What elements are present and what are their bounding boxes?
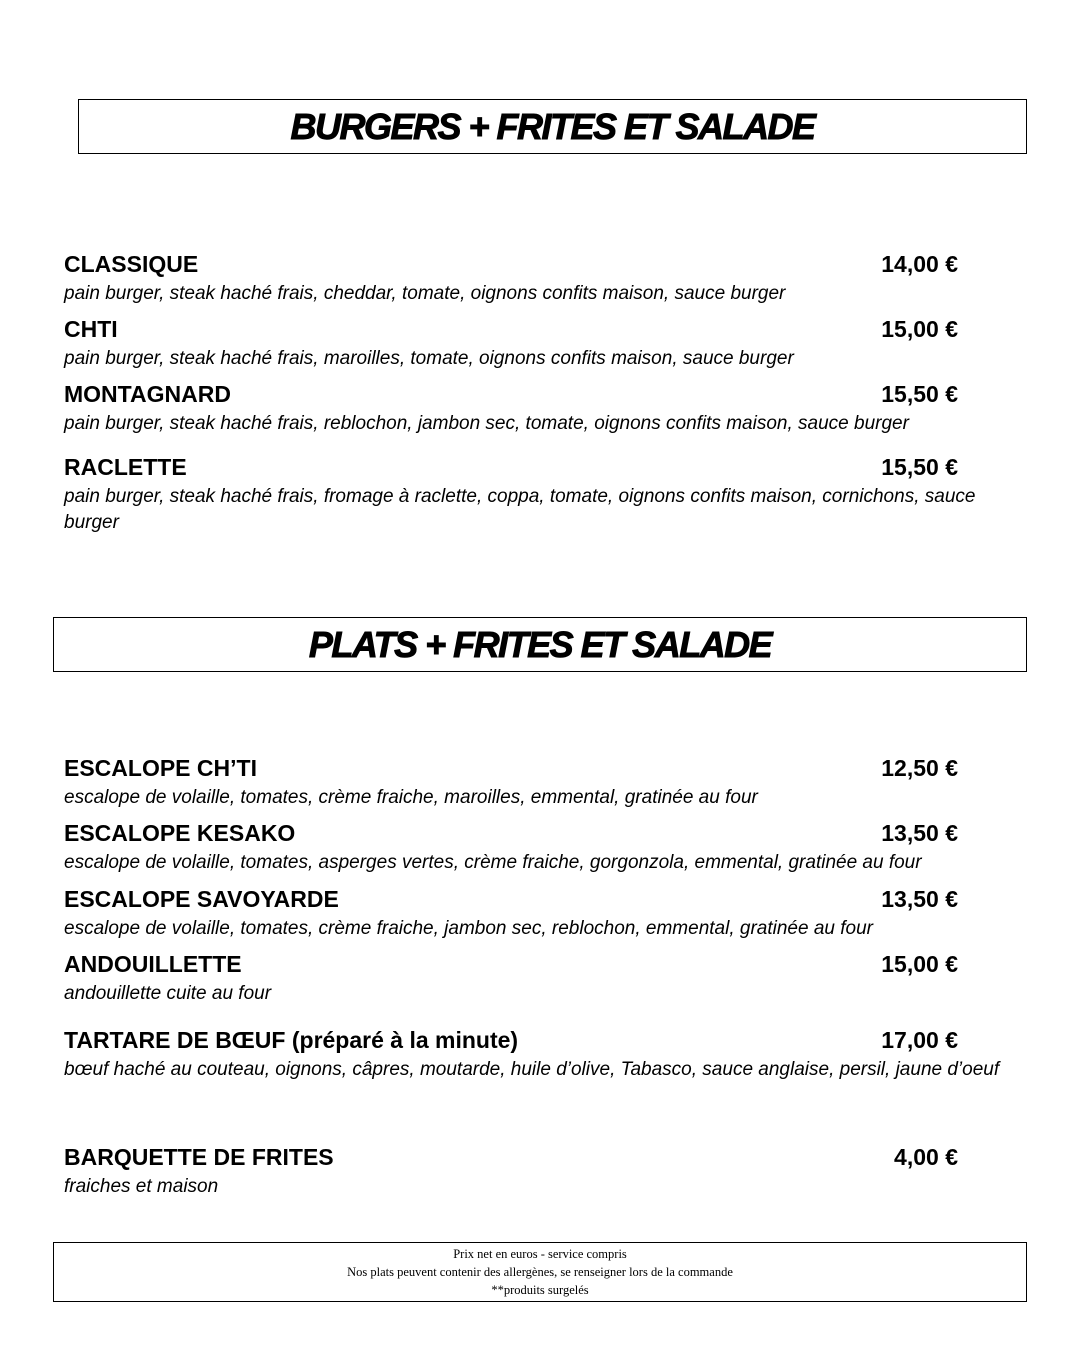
item-description: bœuf haché au couteau, oignons, câpres, moutarde, huile d’olive, Tabasco, sauce anglaise, persil, jaune d’oeuf xyxy=(64,1059,1000,1080)
menu-item xyxy=(64,884,1004,942)
footer-line-frozen: **produits surgelés xyxy=(491,1283,589,1297)
item-price: 14,00 € xyxy=(881,251,958,277)
item-price: 15,50 € xyxy=(881,381,958,407)
item-description: pain burger, steak haché frais, fromage à raclette, coppa, tomate, oignons confits maison, cornichons, sauce burger xyxy=(64,486,976,533)
item-price: 13,50 € xyxy=(881,820,958,846)
menu-item xyxy=(64,1142,1004,1200)
section-title: PLATS + FRITES ET SALADE xyxy=(308,623,772,665)
menu-item xyxy=(64,249,1004,307)
item-price: 13,50 € xyxy=(881,886,958,912)
item-name: BARQUETTE DE FRITES xyxy=(64,1144,334,1170)
item-price: 4,00 € xyxy=(894,1144,958,1170)
section-header-burgers xyxy=(78,99,1027,154)
item-description: pain burger, steak haché frais, reblochon, jambon sec, tomate, oignons confits maison, sauce burger xyxy=(64,413,909,434)
footer-notice xyxy=(53,1242,1027,1302)
item-name: CLASSIQUE xyxy=(64,251,199,277)
item-name: CHTI xyxy=(64,316,118,342)
section-header-plats xyxy=(53,617,1027,672)
menu-item xyxy=(64,949,1004,1007)
item-name: RACLETTE xyxy=(64,454,187,480)
item-description: andouillette cuite au four xyxy=(64,983,272,1004)
item-name: MONTAGNARD xyxy=(64,381,231,407)
item-name: ESCALOPE SAVOYARDE xyxy=(64,886,339,912)
item-description: escalope de volaille, tomates, asperges vertes, crème fraiche, gorgonzola, emmental, gratinée au four xyxy=(64,852,922,873)
menu-item xyxy=(64,452,1004,536)
item-name: ANDOUILLETTE xyxy=(64,951,242,977)
item-price: 17,00 € xyxy=(881,1027,958,1053)
item-description: pain burger, steak haché frais, maroilles, tomate, oignons confits maison, sauce burger xyxy=(64,348,794,369)
menu-item xyxy=(64,379,1004,437)
menu-item xyxy=(64,818,1004,876)
item-name: ESCALOPE KESAKO xyxy=(64,820,296,846)
footer-line-allergens: Nos plats peuvent contenir des allergènes, se renseigner lors de la commande xyxy=(347,1265,733,1279)
item-price: 15,00 € xyxy=(881,951,958,977)
item-name: TARTARE DE BŒUF (préparé à la minute) xyxy=(64,1027,519,1053)
menu-item xyxy=(64,314,1004,372)
item-price: 15,00 € xyxy=(881,316,958,342)
item-name: ESCALOPE CH’TI xyxy=(64,755,257,781)
item-description: escalope de volaille, tomates, crème fraiche, jambon sec, reblochon, emmental, gratinée au four xyxy=(64,918,873,939)
menu-item xyxy=(64,1025,1004,1083)
item-price: 12,50 € xyxy=(881,755,958,781)
footer-line-prices: Prix net en euros - service compris xyxy=(453,1247,627,1261)
item-description: escalope de volaille, tomates, crème fraiche, maroilles, emmental, gratinée au four xyxy=(64,787,758,808)
section-title: BURGERS + FRITES ET SALADE xyxy=(290,105,815,147)
item-description: fraiches et maison xyxy=(64,1176,219,1197)
item-price: 15,50 € xyxy=(881,454,958,480)
menu-item xyxy=(64,753,1004,811)
item-description: pain burger, steak haché frais, cheddar, tomate, oignons confits maison, sauce burger xyxy=(64,283,786,304)
